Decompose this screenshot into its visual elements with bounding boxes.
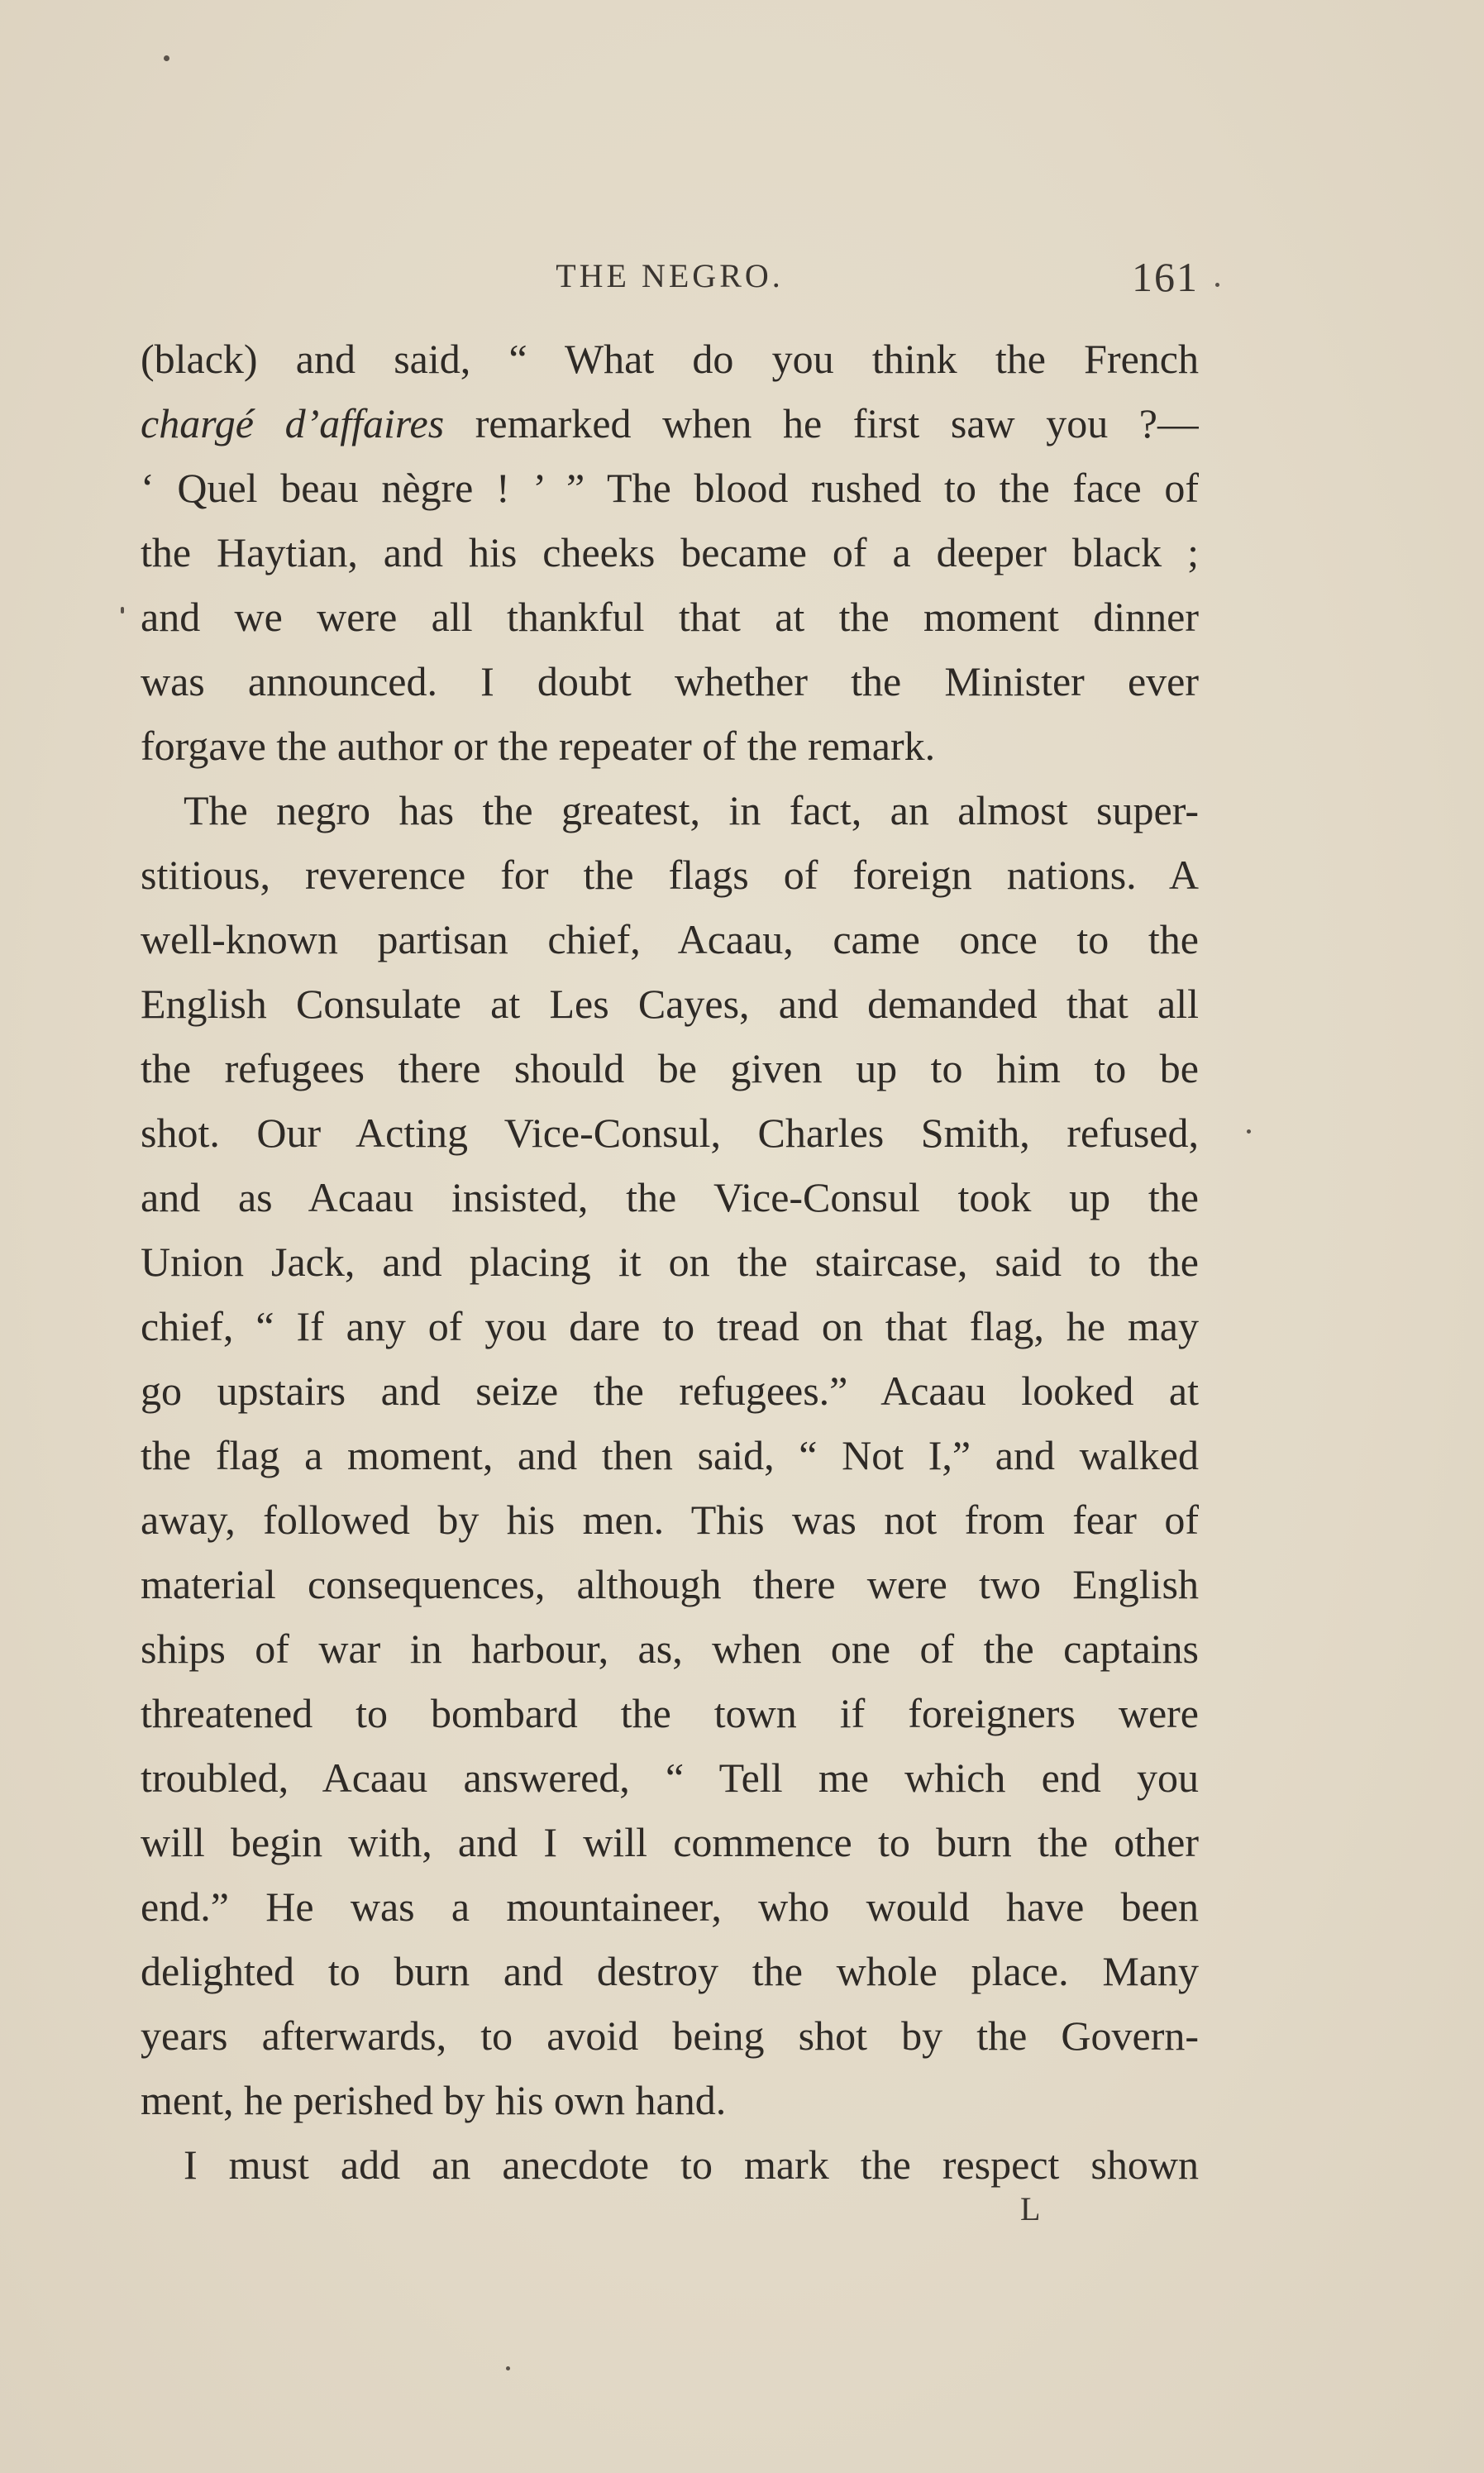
italic-phrase: chargé d’affaires [141, 400, 445, 446]
page-number: 161 [1132, 254, 1199, 300]
text-line: and we were all thankful that at the moment dinner [141, 594, 1199, 640]
text-line: shot. Our Acting Vice-Consul, Charles Smith, refused, [141, 1110, 1199, 1156]
text-line: forgave the author or the repeater of the remark. [141, 723, 936, 769]
text-line: and as Acaau insisted, the Vice-Consul took up the [141, 1174, 1199, 1220]
text-line: ‘ Quel beau nègre ! ’ ” The blood rushed to the face of [141, 465, 1199, 511]
text-line: will begin with, and I will commence to burn the other [141, 1819, 1199, 1865]
text-line: troubled, Acaau answered, “ Tell me which end you [141, 1754, 1199, 1801]
paper-speck [121, 607, 124, 613]
text-line: ships of war in harbour, as, when one of the captains [141, 1626, 1199, 1672]
paragraph-start-line: The negro has the greatest, in fact, an almost super- [184, 787, 1199, 833]
text-line: chief, “ If any of you dare to tread on that flag, he may [141, 1303, 1199, 1349]
paper-speck [1247, 1129, 1251, 1134]
text-line: (black) and said, “ What do you think the French [141, 336, 1199, 382]
text-line: delighted to burn and destroy the whole place. Many [141, 1948, 1199, 1994]
text-line: the refugees there should be given up to him to be [141, 1045, 1199, 1091]
text-fragment: remarked when he first saw you ?— [444, 400, 1199, 446]
text-line: stitious, reverence for the flags of foreign nations. A [141, 852, 1199, 898]
signature-mark: L [1020, 2190, 1041, 2227]
paper-speck [1215, 283, 1219, 287]
text-line: English Consulate at Les Cayes, and demanded that all [141, 981, 1199, 1027]
text-line: Union Jack, and placing it on the staircase, said to the [141, 1239, 1199, 1285]
paragraph-start-line: I must add an anecdote to mark the respect shown [184, 2141, 1199, 2188]
paper-speck [506, 2366, 510, 2370]
text-line: go upstairs and seize the refugees.” Acaau looked at [141, 1368, 1199, 1414]
text-line: well-known partisan chief, Acaau, came once to the [141, 916, 1199, 962]
page-header [141, 256, 1199, 306]
text-line: end.” He was a mountaineer, who would have been [141, 1883, 1199, 1930]
text-line: the flag a moment, and then said, “ Not I,” and walked [141, 1432, 1199, 1478]
text-line: was announced. I doubt whether the Minister ever [141, 658, 1199, 704]
text-line: material consequences, although there were two English [141, 1561, 1199, 1607]
running-head: THE NEGRO. [556, 257, 784, 294]
body-text [141, 327, 1199, 2197]
text-line: years afterwards, to avoid being shot by the Govern- [141, 2012, 1199, 2059]
text-line: away, followed by his men. This was not from fear of [141, 1497, 1199, 1543]
text-line: threatened to bombard the town if foreigners were [141, 1690, 1199, 1736]
text-line: the Haytian, and his cheeks became of a deeper black ; [141, 529, 1199, 575]
text-line [141, 391, 1199, 456]
text-line: ment, he perished by his own hand. [141, 2077, 727, 2123]
paper-speck [164, 55, 169, 61]
